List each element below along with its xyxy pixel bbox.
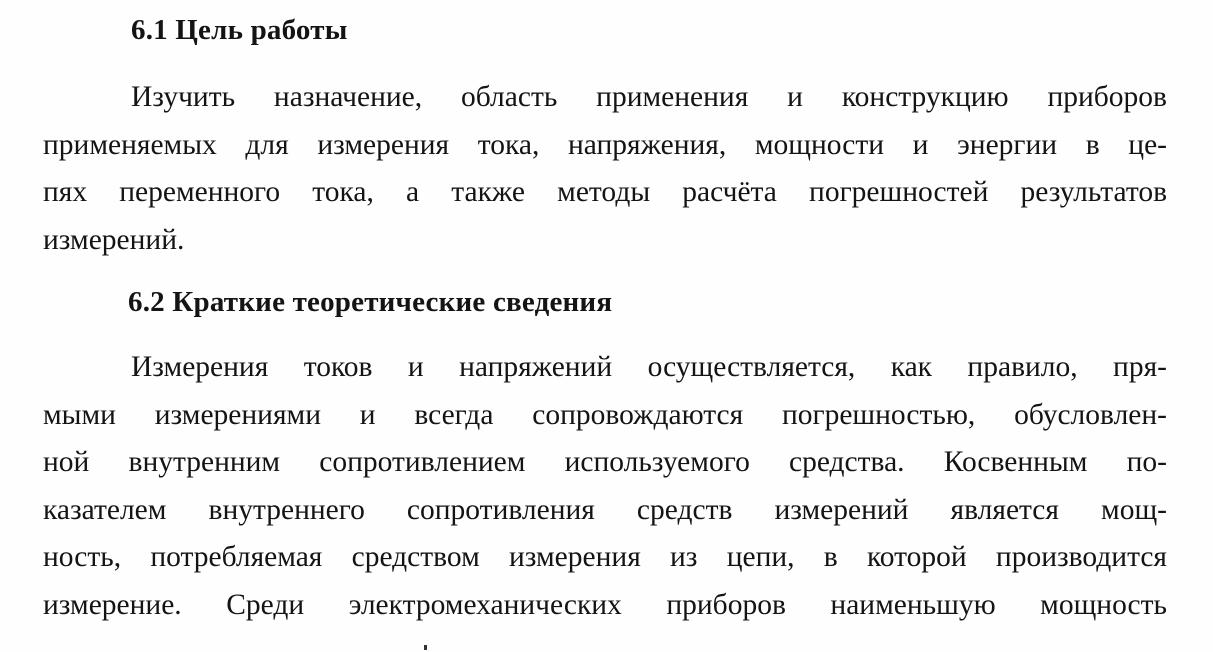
paragraph-line: Изучить назначение, область применения и конструкцию приборов bbox=[131, 81, 1167, 113]
paragraph-line: мыми измерениями и всегда сопровождаются погрешностью, обусловлен- bbox=[43, 398, 1167, 431]
paragraph-line: применяемых для измерения тока, напряжения, мощности и энергии в це- bbox=[43, 128, 1167, 161]
paragraph-line: казателем внутреннего сопротивления средств измерений является мощ- bbox=[43, 493, 1167, 526]
paragraph-line: пях переменного тока, а также методы расчёта погрешностей результатов bbox=[43, 176, 1167, 208]
paragraph-line: измерение. Среди электромеханических приборов наименьшую мощность bbox=[43, 588, 1167, 621]
paragraph-theory bbox=[43, 344, 1167, 629]
paragraph-line: ность, потребляемая средством измерения из цепи, в которой производится bbox=[43, 541, 1167, 573]
paragraph-line: Измерения токов и напряжений осуществляется, как правило, пря- bbox=[131, 351, 1167, 383]
section-heading-goal: 6.1 Цель работы bbox=[131, 14, 348, 46]
scan-speck bbox=[424, 645, 427, 650]
section-heading-theory: 6.2 Краткие теоретические сведения bbox=[128, 286, 613, 318]
paragraph-line: ной внутренним сопротивлением используемого средства. Косвенным по- bbox=[43, 446, 1167, 478]
paragraph-goal bbox=[43, 74, 1167, 264]
paragraph-line: измерений. bbox=[43, 223, 185, 256]
